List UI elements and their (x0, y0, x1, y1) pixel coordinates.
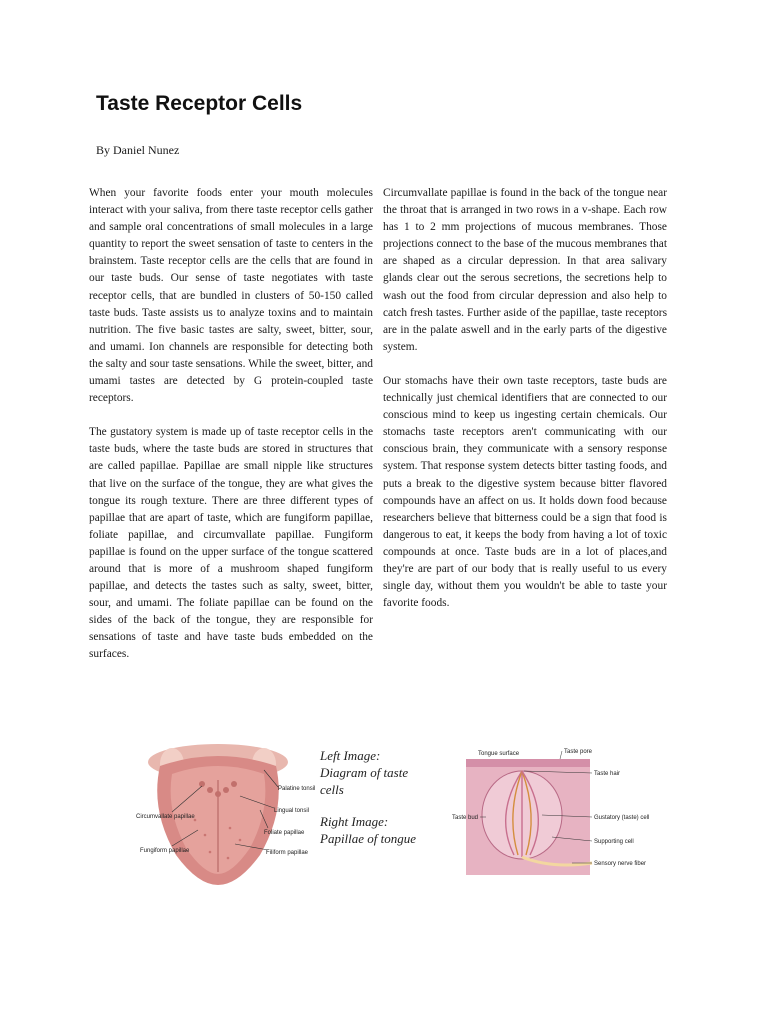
label-palatine-tonsil: Palatine tonsil (278, 786, 316, 792)
label-taste-pore: Taste pore (564, 749, 593, 755)
label-circumvallate-papillae: Circumvallate papillae (136, 814, 195, 820)
page-title: Taste Receptor Cells (96, 92, 303, 115)
label-tongue-surface: Tongue surface (478, 751, 520, 757)
taste-bud-diagram (452, 745, 650, 875)
label-supporting-cell: Supporting cell (594, 839, 634, 845)
label-taste-bud: Taste bud (452, 815, 479, 821)
label-taste-hair: Taste hair (594, 771, 621, 777)
paragraph: Our stomachs have their own taste receptors, taste buds are technically just chemical identifiers that are connected to our conscious mind to keep us ingesting certain chemicals. Our stomachs taste receptors aren't communicating with our conscious brain, they communicate with a sensory response system. That response system detects bitter tasting foods, and puts a break to the digestive system because bitter flavored compounds have an affect on us. It holds down food because researchers believe that bitterness could be a sign that food is dangerous to eat, it keeps the body from having a lot of toxic compounds at once. Taste buds are in a lot of places,and they're are part of our body that is really useful to us every single day, without them you wouldn't be able to taste your favorite foods. (383, 374, 667, 610)
caption-left-image: Left Image: Diagram of taste cells (320, 748, 409, 797)
paragraph: Circumvallate papillae is found in the back of the tongue near the throat that is arranged in two rows in a v-shape. Each row has 1 to 2 mm projections of mucous membranes. Those projections connect to the base of the mucous membranes that are shaped as a circular depression. In that area salivary glands clear out the serous secretions, the secretions help to wash out the food from circular depression and also help to catch fresh tastes. Further aside of the papillae, taste receptors are in the palate aswell and in the early parts of the digestive system. (383, 187, 667, 353)
label-foliate-papillae: Foliate papillae (264, 830, 305, 836)
byline: By Daniel Nunez (96, 143, 180, 157)
label-filiform-papillae: Filiform papillae (266, 850, 309, 856)
right-column (383, 185, 667, 629)
left-column (89, 185, 373, 681)
paragraph: When your favorite foods enter your mouth molecules interact with your saliva, from there taste receptor cells gather and sample oral concentrations of small molecules in a large quantity to report the sweet sensation of taste to centers in the brainstem. Taste receptor cells are the cells that are found in our taste buds. Our sense of taste negotiates with taste receptor cells, that are bundled in clusters of 50-150 called taste buds. Taste assists us to analyze toxins and to maintain nutrition. The five basic tastes are salty, sweet, bitter, sour, and umami. Ion channels are responsible for detecting both the salty and sour taste sensations. While the sweet, bitter, and umami tastes are detected by G protein-coupled taste receptors. (89, 187, 373, 405)
label-lingual-tonsil: Lingual tonsil (274, 808, 310, 814)
label-sensory-nerve-fiber: Sensory nerve fiber (594, 861, 647, 867)
paragraph: The gustatory system is made up of taste receptor cells in the taste buds, where the taste buds are stored in structures that are called papillae. Papillae are small nipple like structures that live on the surface of the tongue, they are what gives the tongue its rough texture. There are three different types of papillae that are apart of taste, which are fungiform papillae, foliate papillae, and circumvallate papillae. Fungiform papillae is found on the upper surface of the tongue scattered around that is more of a mushroom shaped fungiform papillae, and detects the tastes such as salty, sweet, bitter, sour, and umami. The foliate papillae can be found on the sides of the back of the tongue, they are responsible for sensations of taste and have taste buds embedded on the surfaces. (89, 426, 373, 661)
caption-right-image: Right Image: Papillae of tongue (320, 814, 417, 846)
tongue-diagram (110, 740, 350, 885)
label-fungiform-papillae: Fungiform papillae (140, 848, 190, 854)
label-gustatory-cell: Gustatory (taste) cell (594, 815, 650, 821)
